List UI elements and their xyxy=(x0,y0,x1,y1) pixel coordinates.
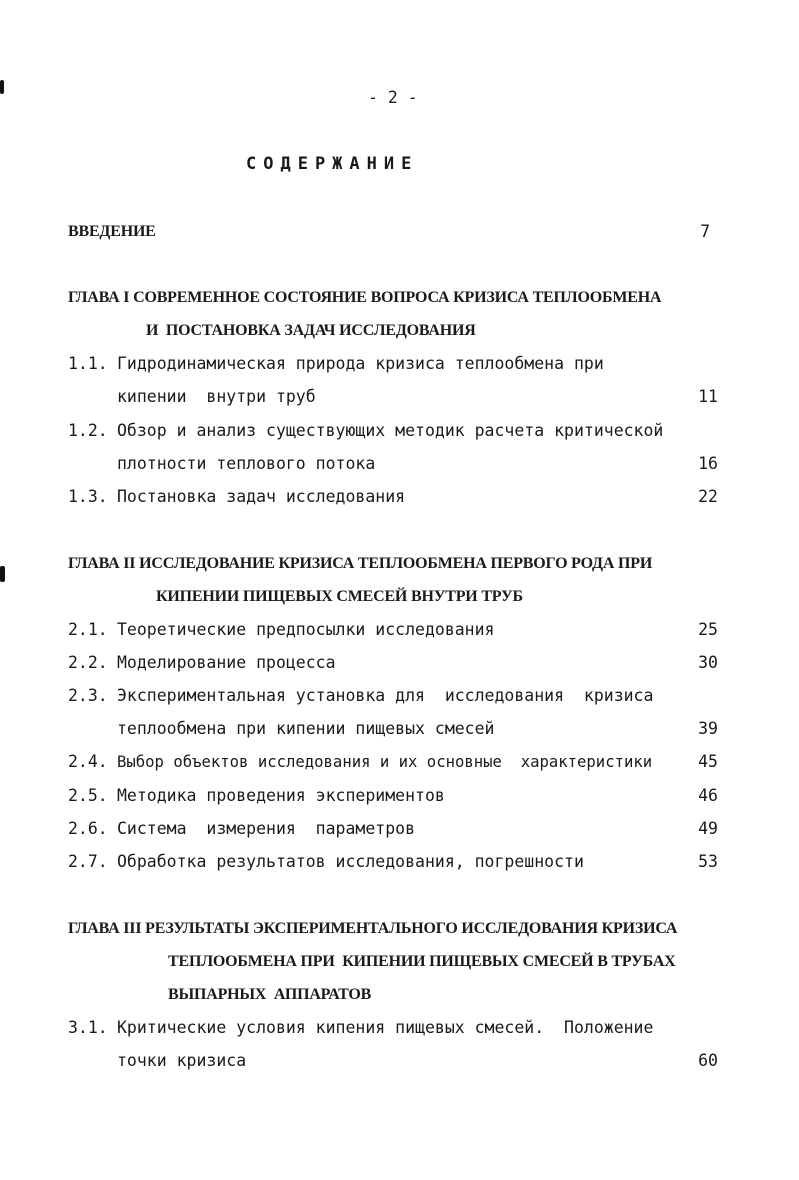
toc-item-text: Моделирование процесса xyxy=(117,653,336,672)
chapter1-heading-line2: И ПОСТАНОВКА ЗАДАЧ ИССЛЕДОВАНИЯ xyxy=(146,322,476,339)
toc-item-text-cont: теплообмена при кипении пищевых смесей xyxy=(117,719,495,738)
toc-item-text: Обзор и анализ существующих методик расчета критической xyxy=(117,421,664,440)
scan-mark-top xyxy=(0,80,4,94)
toc-item-number: 3.1. xyxy=(68,1018,108,1037)
toc-item-text: Выбор объектов исследования и их основные характеристики xyxy=(117,753,653,771)
chapter2-heading-line2: КИПЕНИИ ПИЩЕВЫХ СМЕСЕЙ ВНУТРИ ТРУБ xyxy=(156,588,523,605)
page-number: - 2 - xyxy=(368,88,418,107)
toc-item-text-cont: плотности теплового потока xyxy=(117,454,376,473)
toc-item-text: Постановка задач исследования xyxy=(117,487,406,506)
toc-item-page: 39 xyxy=(698,719,718,738)
chapter3-heading-line2: ТЕПЛООБМЕНА ПРИ КИПЕНИИ ПИЩЕВЫХ СМЕСЕЙ В ТРУБАХ xyxy=(168,953,676,970)
toc-item-text: Критические условия кипения пищевых смесей. Положение xyxy=(117,1018,654,1037)
toc-item-page: 49 xyxy=(698,819,718,838)
chapter3-heading-line3: ВЫПАРНЫХ АППАРАТОВ xyxy=(168,986,372,1003)
toc-item-page: 25 xyxy=(698,620,718,639)
toc-item-text: Теоретические предпосылки исследования xyxy=(117,620,495,639)
toc-item-page: 46 xyxy=(698,786,718,805)
toc-item-text: Система измерения параметров xyxy=(117,819,416,838)
toc-item-number: 2.4. xyxy=(68,752,108,771)
scan-mark-middle xyxy=(0,566,5,582)
toc-item-text-cont: точки кризиса xyxy=(117,1051,247,1070)
toc-item-number: 2.6. xyxy=(68,819,108,838)
toc-item-number: 2.1. xyxy=(68,620,108,639)
toc-item-text-cont: кипении внутри труб xyxy=(117,387,316,406)
toc-item-number: 2.3. xyxy=(68,686,108,705)
toc-item-number: 2.5. xyxy=(68,786,108,805)
toc-item-number: 2.2. xyxy=(68,653,108,672)
toc-item-page: 11 xyxy=(698,387,718,406)
toc-item-number: 1.1. xyxy=(68,354,108,373)
toc-item-page: 60 xyxy=(698,1051,718,1070)
toc-item-number: 1.3. xyxy=(68,487,108,506)
toc-item-page: 30 xyxy=(698,653,718,672)
toc-item-page: 22 xyxy=(698,487,718,506)
toc-item-number: 2.7. xyxy=(68,852,108,871)
toc-item-text: Обработка результатов исследования, погрешности xyxy=(117,852,584,871)
intro-page: 7 xyxy=(700,222,710,241)
chapter3-heading-line1: ГЛАВА III РЕЗУЛЬТАТЫ ЭКСПЕРИМЕНТАЛЬНОГО ИССЛЕДОВАНИЯ КРИЗИСА xyxy=(68,920,678,937)
toc-item-text: Методика проведения экспериментов xyxy=(117,786,445,805)
toc-item-text: Экспериментальная установка для исследования кризиса xyxy=(117,686,654,705)
chapter1-heading-line1: ГЛАВА I СОВРЕМЕННОЕ СОСТОЯНИЕ ВОПРОСА КРИЗИСА ТЕПЛООБМЕНА xyxy=(68,289,662,306)
chapter2-heading-line1: ГЛАВА II ИССЛЕДОВАНИЕ КРИЗИСА ТЕПЛООБМЕНА ПЕРВОГО РОДА ПРИ xyxy=(68,555,653,572)
toc-item-text: Гидродинамическая природа кризиса теплообмена при xyxy=(117,354,604,373)
toc-item-page: 16 xyxy=(698,454,718,473)
toc-item-page: 45 xyxy=(698,752,718,771)
toc-title: СОДЕРЖАНИЕ xyxy=(246,154,419,174)
intro-label: ВВЕДЕНИЕ xyxy=(68,223,156,240)
toc-item-number: 1.2. xyxy=(68,421,108,440)
toc-item-page: 53 xyxy=(698,852,718,871)
